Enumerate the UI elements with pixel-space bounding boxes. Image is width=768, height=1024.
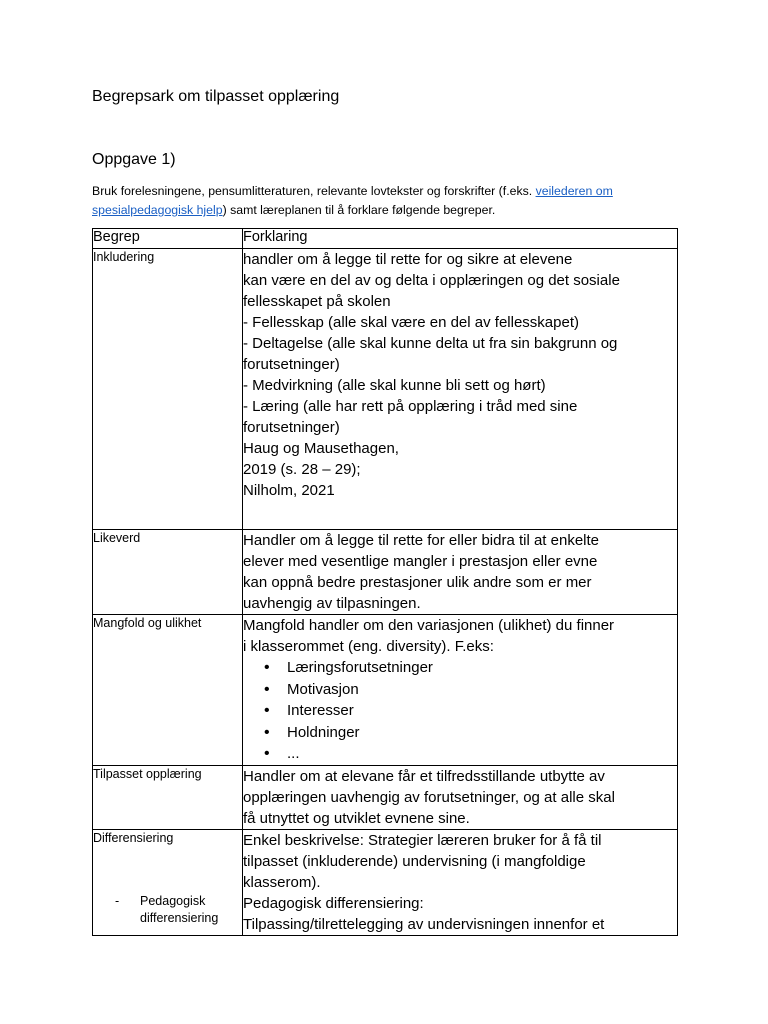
table-row xyxy=(93,530,678,615)
term-cell-mangfold: Mangfold og ulikhet xyxy=(93,615,243,766)
explanation-line: kan oppnå bedre prestasjoner ulik andre som er mer xyxy=(243,574,592,591)
explanation-line: - Fellesskap (alle skal være en del av fellesskapet) xyxy=(243,314,579,331)
header-forklaring: Forklaring xyxy=(243,229,678,249)
explanation-cell-inkludering xyxy=(243,249,678,530)
explanation-cell-likeverd xyxy=(243,530,678,615)
concept-table xyxy=(92,228,678,936)
table-row xyxy=(93,249,678,530)
explanation-line: uavhengig av tilpasningen. xyxy=(243,595,421,612)
table-row xyxy=(93,615,678,766)
explanation-line: 2019 (s. 28 – 29); xyxy=(243,461,361,478)
subterm-dash: - xyxy=(115,893,120,908)
table-header-row xyxy=(93,229,678,249)
list-item: • Motivasjon xyxy=(287,679,677,701)
bullet-list xyxy=(243,657,677,765)
explanation-line: handler om å legge til rette for og sikre at elevene xyxy=(243,251,573,268)
term-label: Differensiering xyxy=(93,830,174,845)
explanation-line: opplæringen uavhengig av forutsetninger, og at alle skal xyxy=(243,788,615,806)
explanation-cell-tilpasset-opplaering xyxy=(243,765,678,829)
term-cell-likeverd: Likeverd xyxy=(93,530,243,615)
list-item: • Interesser xyxy=(287,700,677,722)
explanation-line: - Medvirkning (alle skal kunne bli sett og hørt) xyxy=(243,377,546,394)
explanation-line: i klasserommet (eng. diversity). F.eks: xyxy=(243,638,494,655)
explanation-line: Nilholm, 2021 xyxy=(243,482,335,499)
explanation-line: Handler om at elevane får et tilfredsstillande utbytte av xyxy=(243,767,605,785)
table-row xyxy=(93,765,678,829)
veileder-link[interactable]: veilederen om spesialpedagogisk hjelp xyxy=(92,184,613,217)
explanation-line: elever med vesentlige mangler i prestasjon eller evne xyxy=(243,553,598,570)
explanation-cell-mangfold xyxy=(243,615,678,766)
explanation-line: forutsetninger) xyxy=(243,419,340,436)
explanation-line: fellesskapet på skolen xyxy=(243,293,391,310)
explanation-line: - Læring (alle har rett på opplæring i tråd med sine xyxy=(243,398,578,415)
subterm-pedagogisk-differensiering xyxy=(93,893,242,927)
term-cell-inkludering: Inkludering xyxy=(93,249,243,530)
intro-text-before: Bruk forelesningene, pensumlitteraturen, relevante lovtekster og forskrifter (f.eks. xyxy=(92,184,536,198)
explanation-cell-differensiering xyxy=(243,829,678,935)
section-heading: Oppgave 1) xyxy=(92,151,176,168)
list-item: • Læringsforutsetninger xyxy=(287,657,677,679)
explanation-line: - Deltagelse (alle skal kunne delta ut fra sin bakgrunn og xyxy=(243,335,618,352)
explanation-line: tilpasset (inkluderende) undervisning (i mangfoldige xyxy=(243,852,586,870)
explanation-line: Handler om å legge til rette for eller bidra til at enkelte xyxy=(243,532,600,549)
subterm-line: Pedagogisk xyxy=(140,893,206,908)
explanation-line: få utnyttet og utviklet evnene sine. xyxy=(243,809,470,827)
list-item: • Holdninger xyxy=(287,722,677,744)
document-title: Begrepsark om tilpasset opplæring xyxy=(92,88,340,105)
term-cell-differensiering xyxy=(93,829,243,935)
explanation-line: Mangfold handler om den variasjonen (ulikhet) du finner xyxy=(243,617,615,634)
table-row xyxy=(93,829,678,935)
explanation-line: kan være en del av og delta i opplæringen og det sosiale xyxy=(243,272,620,289)
explanation-line: Haug og Mausethagen, xyxy=(243,440,399,457)
subterm-line: differensiering xyxy=(140,910,219,925)
explanation-line: Enkel beskrivelse: Strategier læreren bruker for å få til xyxy=(243,831,602,849)
list-item: • ... xyxy=(287,743,677,765)
explanation-line: Tilpassing/tilrettelegging av undervisningen innenfor et xyxy=(243,915,605,933)
term-cell-tilpasset-opplaering: Tilpasset opplæring xyxy=(93,765,243,829)
intro-paragraph xyxy=(92,182,692,220)
explanation-line: Pedagogisk differensiering: xyxy=(243,894,424,912)
header-begrep: Begrep xyxy=(93,229,243,249)
explanation-line: klasserom). xyxy=(243,873,321,891)
explanation-line: forutsetninger) xyxy=(243,356,340,373)
intro-text-after: ) samt læreplanen til å forklare følgende begreper. xyxy=(222,203,496,217)
